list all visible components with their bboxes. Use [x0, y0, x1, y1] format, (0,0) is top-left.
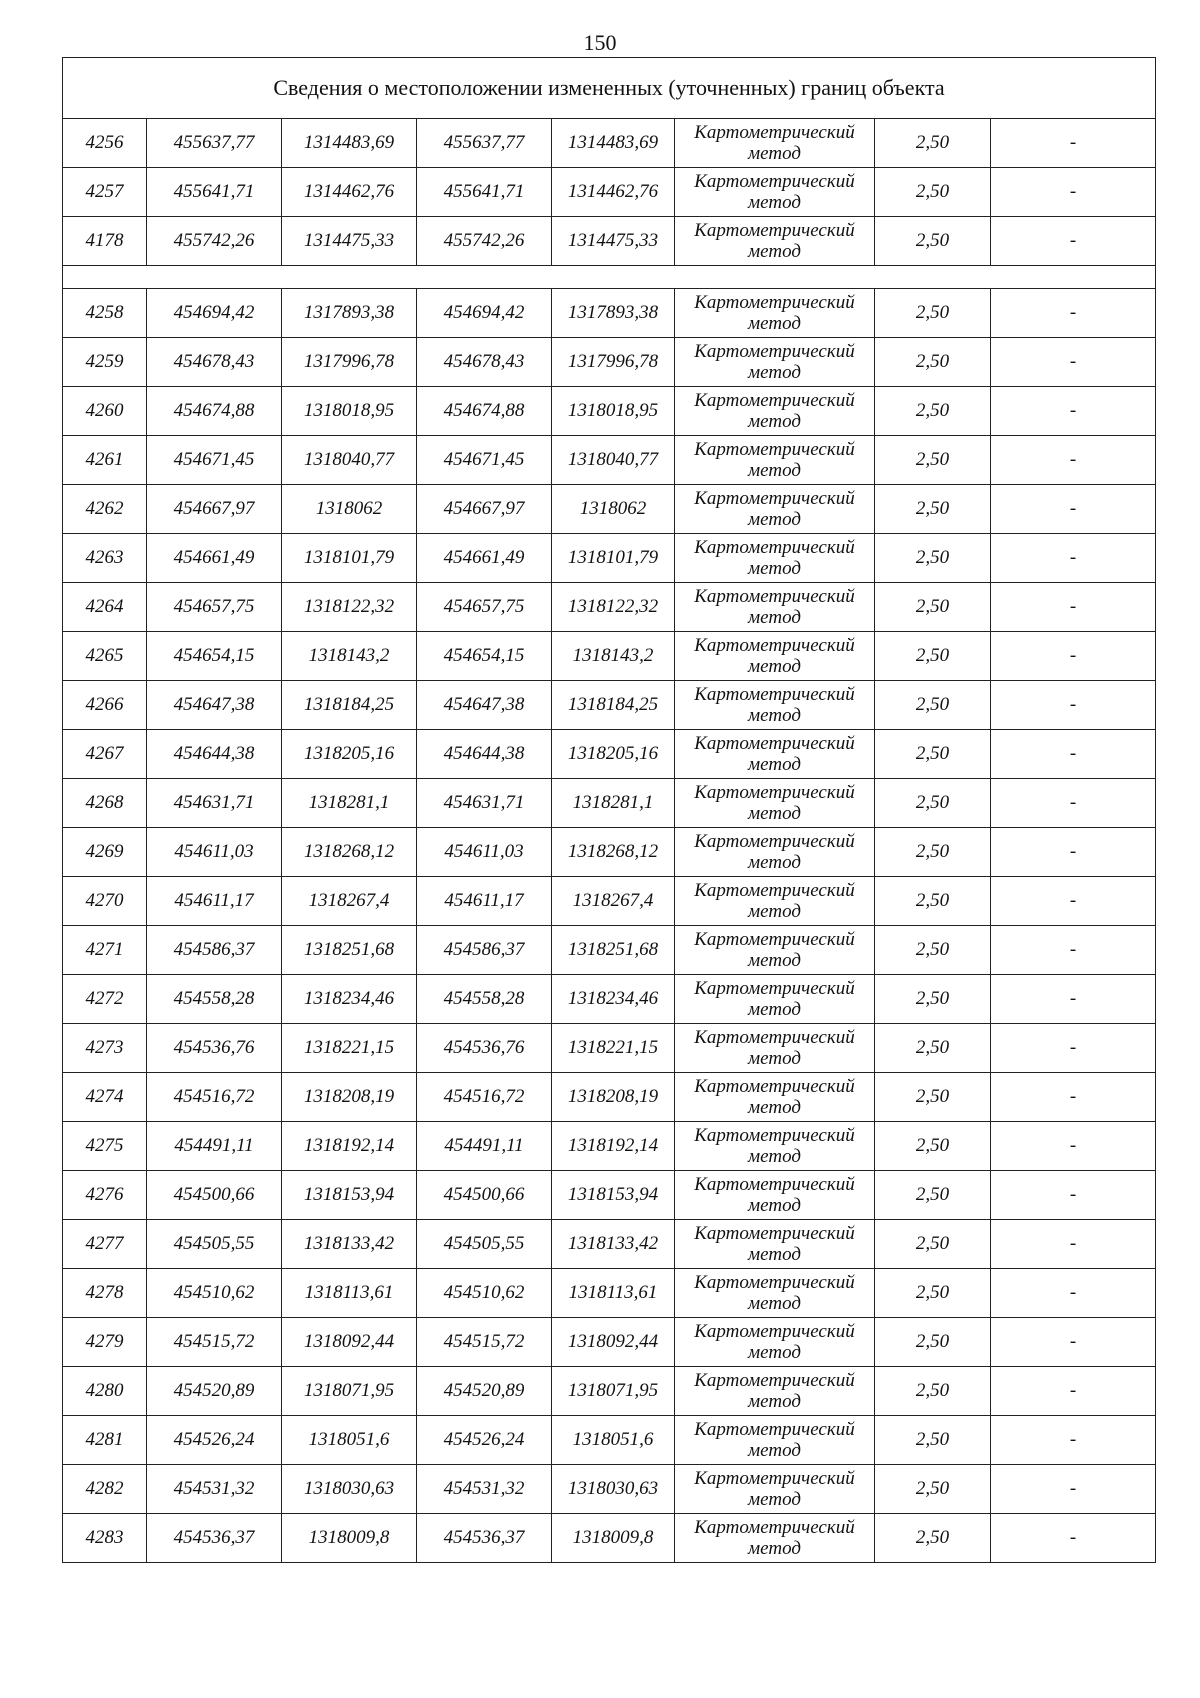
x-refined-cell: 454510,62 [417, 1269, 552, 1318]
table-row [63, 289, 1156, 338]
accuracy-cell: 2,50 [875, 828, 991, 877]
table-row [63, 1269, 1156, 1318]
x-existing-cell: 454661,49 [147, 534, 282, 583]
point-number-cell: 4267 [63, 730, 147, 779]
y-existing-cell: 1318221,15 [282, 1024, 417, 1073]
y-refined-cell: 1314483,69 [552, 119, 675, 168]
description-cell: - [991, 877, 1156, 926]
method-cell: Картометрический метод [675, 877, 875, 926]
table-row [63, 1024, 1156, 1073]
method-cell: Картометрический метод [675, 1367, 875, 1416]
method-cell: Картометрический метод [675, 583, 875, 632]
y-existing-cell: 1318040,77 [282, 436, 417, 485]
y-existing-cell: 1318133,42 [282, 1220, 417, 1269]
accuracy-cell: 2,50 [875, 217, 991, 266]
table-row [63, 534, 1156, 583]
description-cell: - [991, 1171, 1156, 1220]
table-row [63, 926, 1156, 975]
accuracy-cell: 2,50 [875, 1514, 991, 1563]
y-refined-cell: 1318101,79 [552, 534, 675, 583]
description-cell: - [991, 168, 1156, 217]
x-existing-cell: 454674,88 [147, 387, 282, 436]
y-existing-cell: 1318208,19 [282, 1073, 417, 1122]
x-refined-cell: 454644,38 [417, 730, 552, 779]
y-refined-cell: 1318281,1 [552, 779, 675, 828]
table-row [63, 1171, 1156, 1220]
y-refined-cell: 1318030,63 [552, 1465, 675, 1514]
x-refined-cell: 454516,72 [417, 1073, 552, 1122]
description-cell: - [991, 730, 1156, 779]
y-refined-cell: 1317996,78 [552, 338, 675, 387]
y-existing-cell: 1318192,14 [282, 1122, 417, 1171]
point-number-cell: 4265 [63, 632, 147, 681]
table-row [63, 779, 1156, 828]
method-cell: Картометрический метод [675, 828, 875, 877]
table-row [63, 1318, 1156, 1367]
point-number-cell: 4266 [63, 681, 147, 730]
x-refined-cell: 454491,11 [417, 1122, 552, 1171]
x-refined-cell: 454657,75 [417, 583, 552, 632]
method-cell: Картометрический метод [675, 168, 875, 217]
accuracy-cell: 2,50 [875, 926, 991, 975]
table-row [63, 338, 1156, 387]
accuracy-cell: 2,50 [875, 1367, 991, 1416]
point-number-cell: 4261 [63, 436, 147, 485]
table-row [63, 877, 1156, 926]
table-row [63, 1465, 1156, 1514]
method-cell: Картометрический метод [675, 730, 875, 779]
table-title: Сведения о местоположении измененных (уточненных) границ объекта [63, 58, 1156, 119]
y-existing-cell: 1318009,8 [282, 1514, 417, 1563]
description-cell: - [991, 436, 1156, 485]
description-cell: - [991, 1465, 1156, 1514]
y-existing-cell: 1318143,2 [282, 632, 417, 681]
point-number-cell: 4277 [63, 1220, 147, 1269]
x-refined-cell: 454526,24 [417, 1416, 552, 1465]
accuracy-cell: 2,50 [875, 387, 991, 436]
point-number-cell: 4256 [63, 119, 147, 168]
y-existing-cell: 1318267,4 [282, 877, 417, 926]
method-cell: Картометрический метод [675, 1073, 875, 1122]
y-refined-cell: 1318062 [552, 485, 675, 534]
point-number-cell: 4268 [63, 779, 147, 828]
x-existing-cell: 454671,45 [147, 436, 282, 485]
method-cell: Картометрический метод [675, 1171, 875, 1220]
method-cell: Картометрический метод [675, 779, 875, 828]
point-number-cell: 4273 [63, 1024, 147, 1073]
x-existing-cell: 454631,71 [147, 779, 282, 828]
y-existing-cell: 1318113,61 [282, 1269, 417, 1318]
table-row [63, 1122, 1156, 1171]
y-refined-cell: 1314462,76 [552, 168, 675, 217]
x-existing-cell: 454611,17 [147, 877, 282, 926]
y-existing-cell: 1318062 [282, 485, 417, 534]
description-cell: - [991, 289, 1156, 338]
method-cell: Картометрический метод [675, 1465, 875, 1514]
table-row [63, 828, 1156, 877]
x-refined-cell: 454531,32 [417, 1465, 552, 1514]
description-cell: - [991, 1024, 1156, 1073]
x-refined-cell: 455637,77 [417, 119, 552, 168]
point-number-cell: 4264 [63, 583, 147, 632]
x-refined-cell: 454667,97 [417, 485, 552, 534]
y-refined-cell: 1318092,44 [552, 1318, 675, 1367]
method-cell: Картометрический метод [675, 1024, 875, 1073]
x-existing-cell: 454536,76 [147, 1024, 282, 1073]
y-existing-cell: 1318268,12 [282, 828, 417, 877]
x-refined-cell: 454515,72 [417, 1318, 552, 1367]
x-existing-cell: 454647,38 [147, 681, 282, 730]
y-refined-cell: 1318018,95 [552, 387, 675, 436]
y-refined-cell: 1318221,15 [552, 1024, 675, 1073]
point-number-cell: 4278 [63, 1269, 147, 1318]
x-refined-cell: 455641,71 [417, 168, 552, 217]
description-cell: - [991, 779, 1156, 828]
x-refined-cell: 454536,37 [417, 1514, 552, 1563]
method-cell: Картометрический метод [675, 119, 875, 168]
y-refined-cell: 1318192,14 [552, 1122, 675, 1171]
method-cell: Картометрический метод [675, 1318, 875, 1367]
x-existing-cell: 454586,37 [147, 926, 282, 975]
accuracy-cell: 2,50 [875, 289, 991, 338]
x-existing-cell: 454520,89 [147, 1367, 282, 1416]
description-cell: - [991, 1269, 1156, 1318]
table-body [63, 58, 1156, 1563]
y-existing-cell: 1314475,33 [282, 217, 417, 266]
accuracy-cell: 2,50 [875, 119, 991, 168]
accuracy-cell: 2,50 [875, 485, 991, 534]
point-number-cell: 4178 [63, 217, 147, 266]
x-refined-cell: 454500,66 [417, 1171, 552, 1220]
y-existing-cell: 1317893,38 [282, 289, 417, 338]
y-existing-cell: 1318251,68 [282, 926, 417, 975]
point-number-cell: 4280 [63, 1367, 147, 1416]
description-cell: - [991, 119, 1156, 168]
description-cell: - [991, 1514, 1156, 1563]
page-number: 150 [583, 30, 617, 55]
y-existing-cell: 1318184,25 [282, 681, 417, 730]
x-existing-cell: 454611,03 [147, 828, 282, 877]
x-refined-cell: 454678,43 [417, 338, 552, 387]
y-existing-cell: 1318153,94 [282, 1171, 417, 1220]
coordinates-table [62, 57, 1156, 1563]
accuracy-cell: 2,50 [875, 168, 991, 217]
x-existing-cell: 455641,71 [147, 168, 282, 217]
point-number-cell: 4257 [63, 168, 147, 217]
point-number-cell: 4281 [63, 1416, 147, 1465]
accuracy-cell: 2,50 [875, 1269, 991, 1318]
y-refined-cell: 1318040,77 [552, 436, 675, 485]
x-existing-cell: 454510,62 [147, 1269, 282, 1318]
x-refined-cell: 454674,88 [417, 387, 552, 436]
x-existing-cell: 455637,77 [147, 119, 282, 168]
y-refined-cell: 1318113,61 [552, 1269, 675, 1318]
accuracy-cell: 2,50 [875, 1024, 991, 1073]
y-refined-cell: 1318009,8 [552, 1514, 675, 1563]
accuracy-cell: 2,50 [875, 975, 991, 1024]
y-existing-cell: 1317996,78 [282, 338, 417, 387]
x-existing-cell: 454667,97 [147, 485, 282, 534]
method-cell: Картометрический метод [675, 1269, 875, 1318]
accuracy-cell: 2,50 [875, 436, 991, 485]
y-refined-cell: 1318051,6 [552, 1416, 675, 1465]
y-refined-cell: 1318208,19 [552, 1073, 675, 1122]
table-row [63, 1073, 1156, 1122]
description-cell: - [991, 632, 1156, 681]
method-cell: Картометрический метод [675, 1416, 875, 1465]
x-existing-cell: 454694,42 [147, 289, 282, 338]
method-cell: Картометрический метод [675, 436, 875, 485]
x-refined-cell: 454520,89 [417, 1367, 552, 1416]
y-refined-cell: 1318071,95 [552, 1367, 675, 1416]
point-number-cell: 4282 [63, 1465, 147, 1514]
x-existing-cell: 454531,32 [147, 1465, 282, 1514]
accuracy-cell: 2,50 [875, 1318, 991, 1367]
description-cell: - [991, 926, 1156, 975]
y-existing-cell: 1318234,46 [282, 975, 417, 1024]
x-refined-cell: 454611,17 [417, 877, 552, 926]
y-existing-cell: 1318051,6 [282, 1416, 417, 1465]
method-cell: Картометрический метод [675, 217, 875, 266]
point-number-cell: 4263 [63, 534, 147, 583]
point-number-cell: 4271 [63, 926, 147, 975]
y-existing-cell: 1318281,1 [282, 779, 417, 828]
y-refined-cell: 1318133,42 [552, 1220, 675, 1269]
table-row [63, 1514, 1156, 1563]
point-number-cell: 4270 [63, 877, 147, 926]
y-refined-cell: 1318251,68 [552, 926, 675, 975]
method-cell: Картометрический метод [675, 338, 875, 387]
description-cell: - [991, 1416, 1156, 1465]
method-cell: Картометрический метод [675, 534, 875, 583]
description-cell: - [991, 1073, 1156, 1122]
table-row [63, 583, 1156, 632]
description-cell: - [991, 1220, 1156, 1269]
x-refined-cell: 454586,37 [417, 926, 552, 975]
y-refined-cell: 1318234,46 [552, 975, 675, 1024]
method-cell: Картометрический метод [675, 387, 875, 436]
x-existing-cell: 454515,72 [147, 1318, 282, 1367]
description-cell: - [991, 534, 1156, 583]
method-cell: Картометрический метод [675, 926, 875, 975]
point-number-cell: 4279 [63, 1318, 147, 1367]
y-existing-cell: 1318018,95 [282, 387, 417, 436]
method-cell: Картометрический метод [675, 1514, 875, 1563]
y-refined-cell: 1314475,33 [552, 217, 675, 266]
description-cell: - [991, 387, 1156, 436]
x-refined-cell: 454661,49 [417, 534, 552, 583]
accuracy-cell: 2,50 [875, 632, 991, 681]
table-row [63, 436, 1156, 485]
table-title-row [63, 58, 1156, 119]
table-row [63, 681, 1156, 730]
description-cell: - [991, 975, 1156, 1024]
x-existing-cell: 454657,75 [147, 583, 282, 632]
x-existing-cell: 454678,43 [147, 338, 282, 387]
x-existing-cell: 454644,38 [147, 730, 282, 779]
table-row [63, 730, 1156, 779]
y-refined-cell: 1318122,32 [552, 583, 675, 632]
y-refined-cell: 1318153,94 [552, 1171, 675, 1220]
group-separator-cell [63, 266, 1156, 289]
description-cell: - [991, 681, 1156, 730]
accuracy-cell: 2,50 [875, 1416, 991, 1465]
point-number-cell: 4260 [63, 387, 147, 436]
point-number-cell: 4283 [63, 1514, 147, 1563]
accuracy-cell: 2,50 [875, 779, 991, 828]
point-number-cell: 4258 [63, 289, 147, 338]
table-row [63, 485, 1156, 534]
table-row [63, 1220, 1156, 1269]
point-number-cell: 4269 [63, 828, 147, 877]
description-cell: - [991, 1122, 1156, 1171]
x-existing-cell: 454654,15 [147, 632, 282, 681]
y-refined-cell: 1318267,4 [552, 877, 675, 926]
x-existing-cell: 454536,37 [147, 1514, 282, 1563]
table-row [63, 168, 1156, 217]
accuracy-cell: 2,50 [875, 1073, 991, 1122]
y-refined-cell: 1318205,16 [552, 730, 675, 779]
y-existing-cell: 1318071,95 [282, 1367, 417, 1416]
accuracy-cell: 2,50 [875, 338, 991, 387]
table-row [63, 119, 1156, 168]
x-existing-cell: 454500,66 [147, 1171, 282, 1220]
point-number-cell: 4259 [63, 338, 147, 387]
table-row [63, 632, 1156, 681]
point-number-cell: 4276 [63, 1171, 147, 1220]
x-refined-cell: 455742,26 [417, 217, 552, 266]
y-existing-cell: 1318101,79 [282, 534, 417, 583]
y-existing-cell: 1314483,69 [282, 119, 417, 168]
y-existing-cell: 1318205,16 [282, 730, 417, 779]
accuracy-cell: 2,50 [875, 1122, 991, 1171]
point-number-cell: 4275 [63, 1122, 147, 1171]
table-row [63, 1367, 1156, 1416]
method-cell: Картометрический метод [675, 681, 875, 730]
accuracy-cell: 2,50 [875, 681, 991, 730]
x-existing-cell: 454505,55 [147, 1220, 282, 1269]
y-refined-cell: 1318184,25 [552, 681, 675, 730]
description-cell: - [991, 1318, 1156, 1367]
method-cell: Картометрический метод [675, 1220, 875, 1269]
x-refined-cell: 454631,71 [417, 779, 552, 828]
accuracy-cell: 2,50 [875, 1171, 991, 1220]
table-row [63, 975, 1156, 1024]
table-row [63, 1416, 1156, 1465]
point-number-cell: 4262 [63, 485, 147, 534]
x-refined-cell: 454654,15 [417, 632, 552, 681]
x-refined-cell: 454694,42 [417, 289, 552, 338]
x-refined-cell: 454647,38 [417, 681, 552, 730]
description-cell: - [991, 338, 1156, 387]
y-existing-cell: 1318030,63 [282, 1465, 417, 1514]
y-refined-cell: 1318143,2 [552, 632, 675, 681]
x-refined-cell: 454505,55 [417, 1220, 552, 1269]
y-refined-cell: 1318268,12 [552, 828, 675, 877]
method-cell: Картометрический метод [675, 1122, 875, 1171]
point-number-cell: 4272 [63, 975, 147, 1024]
table-row [63, 217, 1156, 266]
x-existing-cell: 454526,24 [147, 1416, 282, 1465]
accuracy-cell: 2,50 [875, 877, 991, 926]
x-existing-cell: 454558,28 [147, 975, 282, 1024]
x-refined-cell: 454536,76 [417, 1024, 552, 1073]
accuracy-cell: 2,50 [875, 730, 991, 779]
x-existing-cell: 454491,11 [147, 1122, 282, 1171]
x-existing-cell: 455742,26 [147, 217, 282, 266]
accuracy-cell: 2,50 [875, 583, 991, 632]
accuracy-cell: 2,50 [875, 1465, 991, 1514]
description-cell: - [991, 583, 1156, 632]
table-row [63, 387, 1156, 436]
y-refined-cell: 1317893,38 [552, 289, 675, 338]
description-cell: - [991, 1367, 1156, 1416]
y-existing-cell: 1314462,76 [282, 168, 417, 217]
accuracy-cell: 2,50 [875, 1220, 991, 1269]
x-refined-cell: 454611,03 [417, 828, 552, 877]
method-cell: Картометрический метод [675, 485, 875, 534]
y-existing-cell: 1318092,44 [282, 1318, 417, 1367]
method-cell: Картометрический метод [675, 289, 875, 338]
y-existing-cell: 1318122,32 [282, 583, 417, 632]
document-sheet [62, 57, 1155, 1563]
x-refined-cell: 454671,45 [417, 436, 552, 485]
x-refined-cell: 454558,28 [417, 975, 552, 1024]
method-cell: Картометрический метод [675, 975, 875, 1024]
description-cell: - [991, 485, 1156, 534]
description-cell: - [991, 828, 1156, 877]
accuracy-cell: 2,50 [875, 534, 991, 583]
description-cell: - [991, 217, 1156, 266]
x-existing-cell: 454516,72 [147, 1073, 282, 1122]
point-number-cell: 4274 [63, 1073, 147, 1122]
method-cell: Картометрический метод [675, 632, 875, 681]
group-separator-row [63, 266, 1156, 289]
